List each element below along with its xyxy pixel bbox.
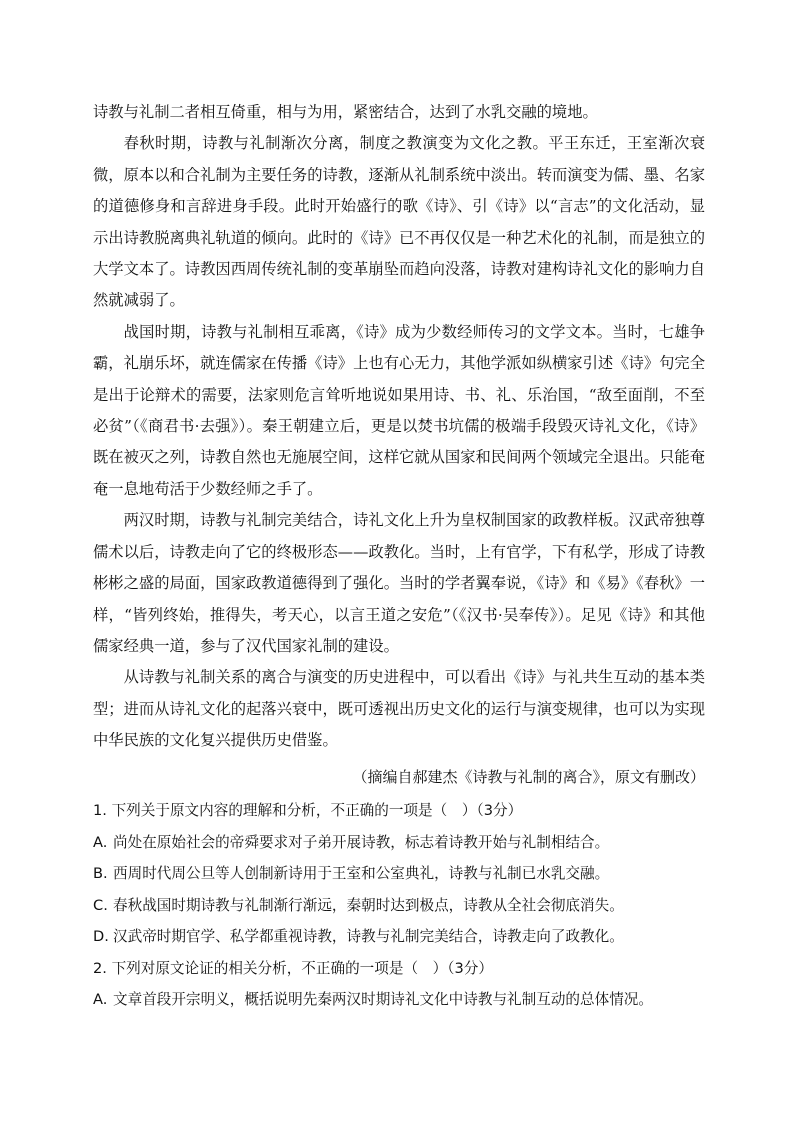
- passage-paragraph-5: 从诗教与礼制关系的离合与演变的历史进程中，可以看出《诗》与礼共生互动的基本类型；进而从诗礼文化的起落兴衰中，既可透视出历史文化的运行与演变规律，也可以为实现中华民族的文化复兴提供历史借鉴。: [93, 668, 705, 750]
- passage-paragraph-2: 春秋时期，诗教与礼制渐次分离，制度之教演变为文化之教。平王东迁，王室渐次衰微，原本以和合礼制为主要任务的诗教，逐渐从礼制系统中淡出。转而演变为儒、墨、名家的道德修身和言辞进身手段。此时开始盛行的歌《诗》、引《诗》以“言志”的文化活动，显示出诗教脱离典礼轨道的倾向。此时的《诗》已不再仅仅是一种艺术化的礼制，而是独立的大学文本了。诗教因西周传统礼制的变革崩坠而趋向没落，诗教对建构诗礼文化的影响力自然就减弱了。: [93, 134, 705, 310]
- question-1-option-d[interactable]: [93, 921, 713, 953]
- option-text: 西周时代周公旦等人创制新诗用于王室和公室典礼，诗教与礼制已水乳交融。: [113, 865, 610, 882]
- option-text: 尚处在原始社会的帝舜要求对子弟开展诗教，标志着诗教开始与礼制相结合。: [113, 833, 610, 851]
- option-letter: D.: [93, 928, 109, 945]
- option-letter: A.: [93, 833, 108, 851]
- option-text: 春秋战国时期诗教与礼制渐行渐远，秦朝时达到极点，诗教从全社会彻底消失。: [113, 896, 624, 914]
- option-text: 汉武帝时期官学、私学都重视诗教，诗教与礼制完美结合，诗教走向了政教化。: [113, 928, 624, 945]
- option-letter: C.: [93, 896, 108, 914]
- option-letter: B.: [93, 865, 108, 882]
- passage-paragraph-3: 战国时期，诗教与礼制相互乖离，《诗》成为少数经师传习的文学文本。当时，七雄争霸，礼崩乐坏，就连儒家在传播《诗》上也有心无力，其他学派如纵横家引述《诗》句完全是出于论辩术的需要，法家则危言耸听地说如果用诗、书、礼、乐治国，“敌至面削，不至必贫”（《商君书·去强》）。秦王朝建立后，更是以焚书坑儒的极端手段毁灭诗礼文化，《诗》既在被灭之列，诗教自然也无施展空间，这样它就从国家和民间两个领域完全退出。只能奄奄一息地苟活于少数经师之手了。: [93, 322, 705, 498]
- question-1-option-a[interactable]: [93, 827, 713, 859]
- question-1-stem: 1. 下列关于原文内容的理解和分析，不正确的一项是（ ）（3分）: [93, 802, 523, 819]
- question-1-option-c[interactable]: [93, 890, 713, 922]
- question-1-option-b[interactable]: [93, 858, 713, 890]
- reading-passage: [93, 97, 705, 757]
- question-2-stem: 2. 下列对原文论证的相关分析，不正确的一项是（ ）（3分）: [93, 959, 493, 977]
- question-list: [93, 795, 713, 1016]
- option-letter: A.: [93, 991, 108, 1008]
- passage-paragraph-1: 诗教与礼制二者相互倚重，相与为用，紧密结合，达到了水乳交融的境地。: [93, 103, 598, 121]
- passage-paragraph-4: 两汉时期，诗教与礼制完美结合，诗礼文化上升为皇权制国家的政教样板。汉武帝独尊儒术以后，诗教走向了它的终极形态——政教化。当时，上有官学，下有私学，形成了诗教彬彬之盛的局面，国家政教道德得到了强化。当时的学者翼奉说，《诗》和《易》《春秋》一样，“皆列终始，推得失，考天心，以言王道之安危”（《汉书·吴奉传》）。足见《诗》和其他儒家经典一道，参与了汉代国家礼制的建设。: [93, 511, 705, 655]
- passage-source-note: （摘编自郝建杰《诗教与礼制的离合》，原文有删改）: [352, 768, 705, 786]
- question-2-option-a[interactable]: [93, 984, 713, 1016]
- option-text: 文章首段开宗明义，概括说明先秦两汉时期诗礼文化中诗教与礼制互动的总体情况。: [113, 991, 653, 1008]
